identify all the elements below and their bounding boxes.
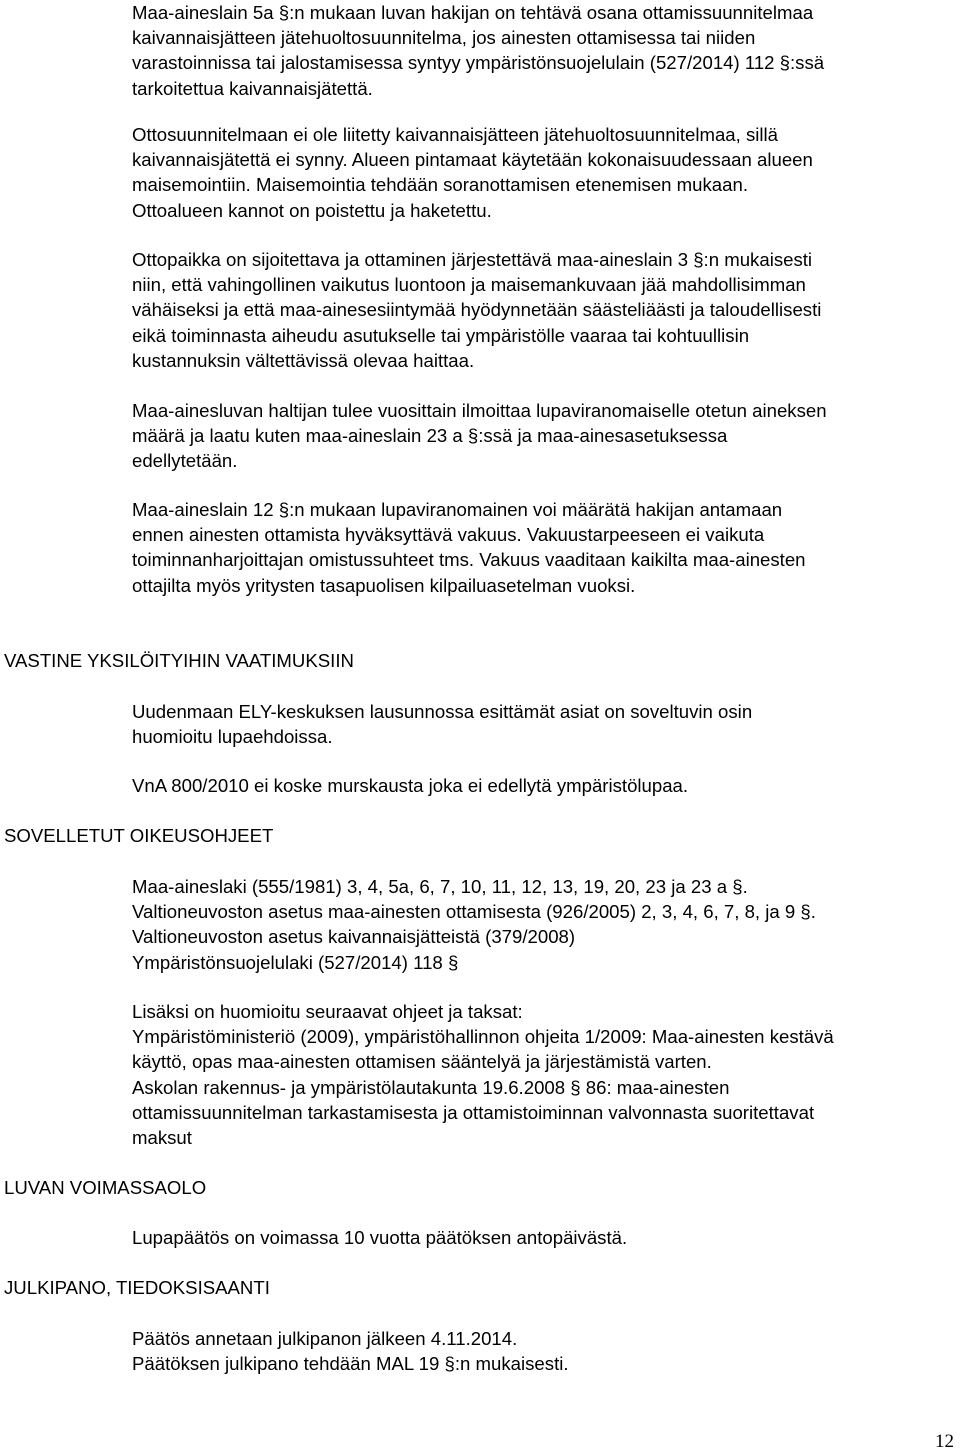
text-line: kaivannaisjätettä ei synny. Alueen pintamaat käytetään kokonaisuudessaan alueen bbox=[132, 149, 813, 171]
text-line: Ottosuunnitelmaan ei ole liitetty kaivannaisjätteen jätehuoltosuunnitelmaa, sillä bbox=[132, 124, 779, 145]
oikeusohjeet-paragraph-2 bbox=[132, 999, 956, 1150]
text-line: kaivannaisjätteen jätehuoltosuunnitelma, jos ainesten ottamisessa tai niiden bbox=[132, 27, 756, 49]
text-line: Maa-aineslain 5a §:n mukaan luvan hakijan on tehtävä osana ottamissuunnitelmaa bbox=[132, 2, 814, 23]
text-line: VnA 800/2010 ei koske murskausta joka ei edellytä ympäristölupaa. bbox=[132, 775, 689, 796]
intro-paragraph-4 bbox=[132, 398, 956, 474]
text-line: Ottoalueen kannot on poistettu ja haketettu. bbox=[132, 199, 492, 221]
text-line: ottamissuunnitelman tarkastamisesta ja ottamistoiminnan valvonnasta suoritettavat bbox=[132, 1101, 815, 1123]
text-line: edellytetään. bbox=[132, 450, 238, 472]
text-line: vähäiseksi ja että maa-ainesesiintymää hyödynnetään säästeliäästi ja taloudellisesti bbox=[132, 299, 822, 321]
text-line: Uudenmaan ELY-keskuksen lausunnossa esittämät asiat on soveltuvin osin bbox=[132, 701, 753, 722]
voimassaolo-paragraph-1 bbox=[132, 1225, 956, 1250]
text-line: Maa-ainesluvan haltijan tulee vuosittain ilmoittaa lupaviranomaiselle otetun aineksen bbox=[132, 400, 827, 421]
intro-paragraph-3 bbox=[132, 247, 956, 373]
text-line: Maa-aineslain 12 §:n mukaan lupaviranomainen voi määrätä hakijan antamaan bbox=[132, 499, 783, 520]
section-heading-vastine: VASTINE YKSILÖITYIHIN VAATIMUKSIIN bbox=[4, 650, 354, 671]
text-line: kustannuksin vältettävissä olevaa haittaa. bbox=[132, 349, 475, 371]
text-line: ottajilta myös yritysten tasapuolisen kilpailuasetelman vuoksi. bbox=[132, 574, 636, 596]
text-line: maisemointiin. Maisemointia tehdään soranottamisen etenemisen mukaan. bbox=[132, 174, 748, 196]
intro-paragraph-1 bbox=[132, 0, 956, 101]
page-number: 12 bbox=[935, 1431, 954, 1452]
text-line: eikä toiminnasta aiheudu asutukselle tai ympäristölle vaaraa tai kohtuullisin bbox=[132, 324, 750, 346]
intro-paragraph-5 bbox=[132, 497, 956, 598]
text-line: Valtioneuvoston asetus maa-ainesten ottamisesta (926/2005) 2, 3, 4, 6, 7, 8, ja 9 §. bbox=[132, 901, 816, 923]
text-line: Askolan rakennus- ja ympäristölautakunta 19.6.2008 § 86: maa-ainesten bbox=[132, 1076, 730, 1098]
text-line: Ympäristöministeriö (2009), ympäristöhallinnon ohjeita 1/2009: Maa-ainesten kestävä bbox=[132, 1026, 834, 1048]
text-line: Lupapäätös on voimassa 10 vuotta päätöksen antopäivästä. bbox=[132, 1227, 628, 1248]
text-line: ennen ainesten ottamista hyväksyttävä vakuus. Vakuustarpeeseen ei vaikuta bbox=[132, 524, 765, 546]
text-line: toiminnanharjoittajan omistussuhteet tms. Vakuus vaaditaan kaikilta maa-ainesten bbox=[132, 549, 806, 571]
text-line: maksut bbox=[132, 1127, 192, 1149]
text-line: Valtioneuvoston asetus kaivannaisjätteistä (379/2008) bbox=[132, 926, 576, 948]
vastine-paragraph-1 bbox=[132, 699, 956, 749]
text-line: Maa-aineslaki (555/1981) 3, 4, 5a, 6, 7, 10, 11, 12, 13, 19, 20, 23 ja 23 a §. bbox=[132, 876, 748, 897]
intro-paragraph-2 bbox=[132, 122, 956, 223]
text-line: Lisäksi on huomioitu seuraavat ohjeet ja taksat: bbox=[132, 1001, 523, 1022]
text-line: Päätöksen julkipano tehdään MAL 19 §:n mukaisesti. bbox=[132, 1353, 569, 1375]
text-line: Ympäristönsuojelulaki (527/2014) 118 § bbox=[132, 951, 459, 973]
text-line: niin, että vahingollinen vaikutus luontoon ja maisemankuvaan jää mahdollisimman bbox=[132, 274, 806, 296]
vastine-paragraph-2 bbox=[132, 773, 956, 798]
section-heading-oikeusohjeet: SOVELLETUT OIKEUSOHJEET bbox=[4, 825, 274, 846]
text-line: määrä ja laatu kuten maa-aineslain 23 a §:ssä ja maa-ainesasetuksessa bbox=[132, 425, 728, 447]
oikeusohjeet-paragraph-1 bbox=[132, 874, 956, 975]
julkipano-paragraph-1 bbox=[132, 1326, 956, 1376]
text-line: Päätös annetaan julkipanon jälkeen 4.11.2014. bbox=[132, 1328, 518, 1349]
section-heading-voimassaolo: LUVAN VOIMASSAOLO bbox=[4, 1177, 207, 1198]
text-line: varastoinnissa tai jalostamisessa syntyy ympäristönsuojelulain (527/2014) 112 §:ssä bbox=[132, 52, 825, 74]
section-heading-julkipano: JULKIPANO, TIEDOKSISAANTI bbox=[4, 1277, 270, 1298]
text-line: Ottopaikka on sijoitettava ja ottaminen järjestettävä maa-aineslain 3 §:n mukaisesti bbox=[132, 249, 813, 270]
text-line: tarkoitettua kaivannaisjätettä. bbox=[132, 77, 373, 99]
text-line: huomioitu lupaehdoissa. bbox=[132, 726, 333, 748]
text-line: käyttö, opas maa-ainesten ottamisen sääntelyä ja järjestämistä varten. bbox=[132, 1051, 712, 1073]
